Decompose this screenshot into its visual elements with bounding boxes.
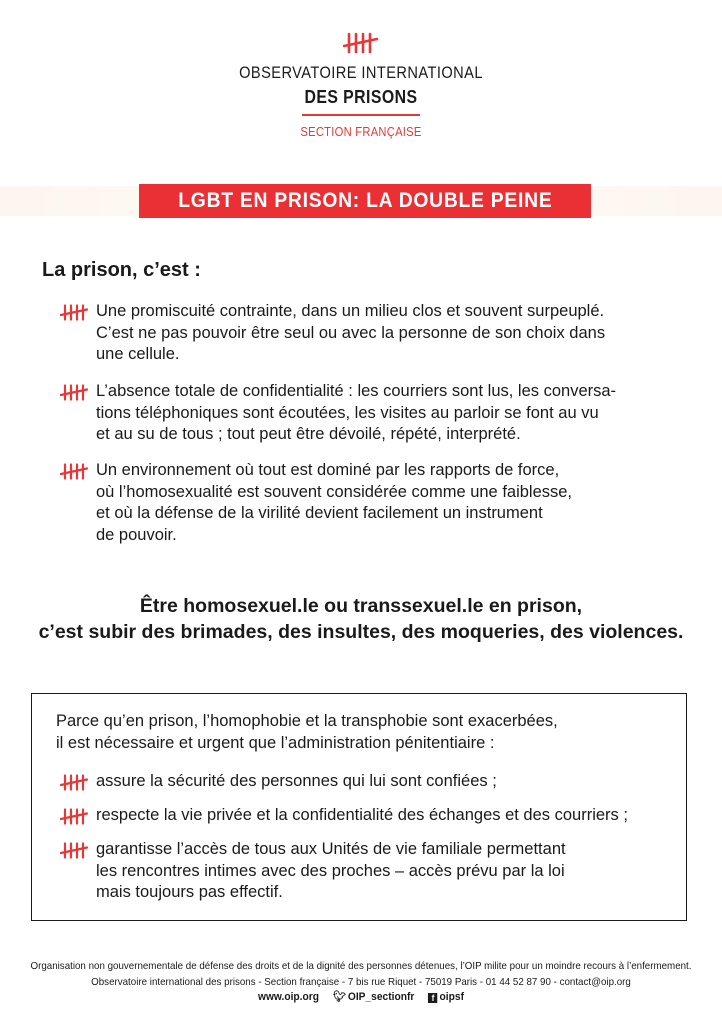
- demand-item-line: les rencontres intimes avec des proches – accès prévu par la loi: [96, 861, 565, 880]
- org-divider: [302, 114, 420, 116]
- list-item-line: où l’homosexualité est souvent considérée comme une faiblesse,: [96, 482, 573, 501]
- demand-item-line: garantisse l’accès de tous aux Unités de vie familiale permettant: [96, 840, 566, 858]
- tally-marks-logo-icon: [343, 32, 379, 54]
- facebook-handle: oipsf: [439, 991, 464, 1003]
- tally-bullet-icon: [60, 774, 88, 791]
- org-name-line2: DES PRISONS: [304, 87, 418, 107]
- demands-intro-line: Parce qu’en prison, l’homophobie et la transphobie sont exacerbées,: [56, 712, 558, 730]
- statement-line: Être homosexuel.le ou transsexuel.le en prison,: [139, 595, 583, 617]
- list-item-line: de pouvoir.: [96, 525, 177, 544]
- tally-bullet-icon: [60, 463, 88, 480]
- demands-intro: [56, 710, 558, 754]
- demands-intro-line: il est nécessaire et urgent que l’administration pénitentiaire :: [56, 734, 495, 752]
- facebook-link[interactable]: [428, 991, 464, 1003]
- banner-title: LGBT EN PRISON: LA DOUBLE PEINE: [177, 189, 553, 212]
- list-item-line: et où la défense de la virilité devient facilement un instrument: [96, 504, 543, 522]
- demand-item-line: mais toujours pas effectif.: [96, 883, 283, 901]
- demand-item-line: assure la sécurité des personnes qui lui sont confiées ;: [96, 772, 497, 790]
- twitter-bird-icon: 🐦︎: [333, 991, 347, 1003]
- facebook-icon: f: [428, 993, 437, 1003]
- org-section-label: SECTION FRANÇAISE: [300, 124, 422, 139]
- title-banner: [139, 184, 591, 218]
- list-item-line: Une promiscuité contrainte, dans un milieu clos et souvent surpeuplé.: [96, 302, 605, 320]
- tally-bullet-icon: [60, 304, 88, 321]
- footer-links: [25, 990, 696, 1006]
- footer: [0, 959, 722, 1006]
- list-item-line: L’absence totale de confidentialité : les courriers sont lus, les conversa-: [96, 382, 617, 400]
- twitter-link[interactable]: [333, 991, 414, 1003]
- key-statement: [0, 593, 722, 645]
- website-link[interactable]: www.oip.org: [258, 991, 320, 1003]
- demand-item-line: respecte la vie privée et la confidentialité des échanges et des courriers ;: [96, 806, 628, 824]
- list-item-line: Un environnement où tout est dominé par les rapports de force,: [96, 461, 560, 479]
- footer-address: Observatoire international des prisons - Section française - 7 bis rue Riquet - 75019 Paris - 01 44 52 87 90 - contact@oip.org: [91, 975, 631, 988]
- org-name-line1: OBSERVATOIRE INTERNATIONAL: [239, 63, 483, 82]
- statement-line: c’est subir des brimades, des insultes, des moqueries, des violences.: [38, 621, 684, 643]
- section-heading: La prison, c’est :: [42, 259, 201, 281]
- footer-mission: Organisation non gouvernementale de défense des droits et de la dignité des personnes détenues, l’OIP milite pour un moindre recours à l’enfermement.: [30, 960, 692, 972]
- list-item-line: une cellule.: [96, 345, 180, 363]
- tally-bullet-icon: [60, 842, 88, 859]
- tally-bullet-icon: [60, 808, 88, 825]
- twitter-handle: OIP_sectionfr: [347, 991, 415, 1003]
- tally-bullet-icon: [60, 384, 88, 401]
- list-item-line: C’est ne pas pouvoir être seul ou avec la personne de son choix dans: [96, 323, 606, 342]
- list-item-line: tions téléphoniques sont écoutées, les visites au parloir se font au vu: [96, 403, 599, 422]
- list-item-line: et au su de tous ; tout peut être dévoilé, répété, interprété.: [96, 425, 521, 443]
